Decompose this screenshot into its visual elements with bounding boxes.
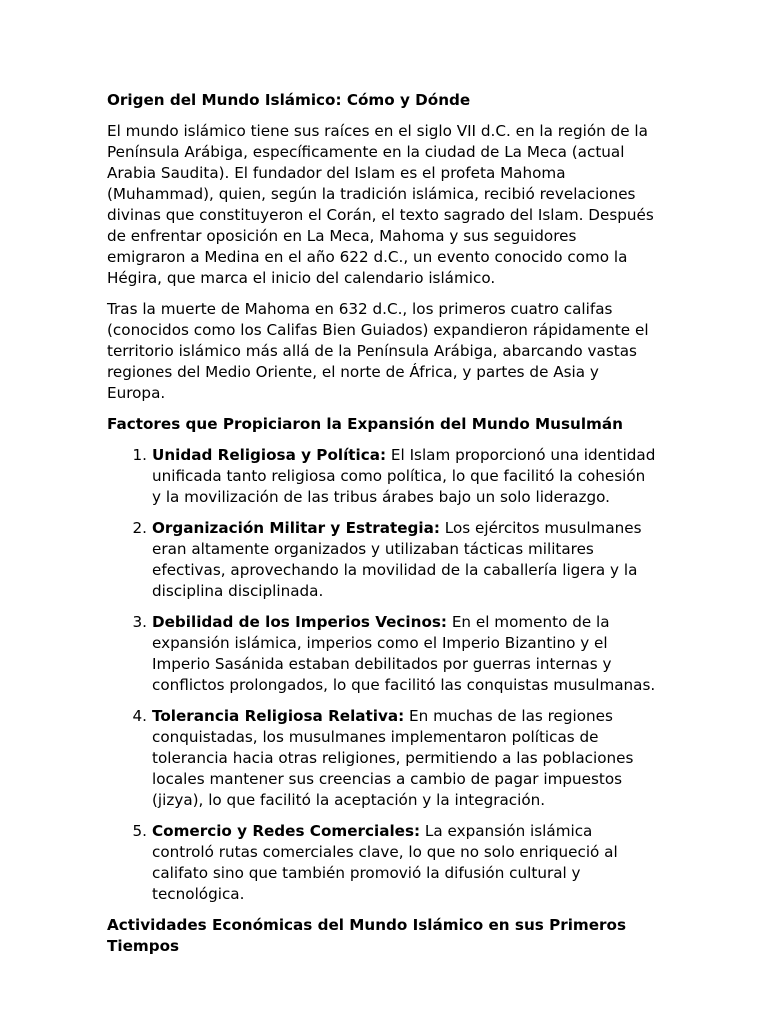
list-item-number: 3.: [132, 613, 147, 631]
section-title-economy: Actividades Económicas del Mundo Islámico en sus Primeros Tiempos: [107, 916, 627, 955]
list-item-term: Comercio y Redes Comerciales:: [152, 822, 421, 840]
list-item-term: Organización Militar y Estrategia:: [152, 519, 440, 537]
section-title-factors: Factores que Propiciaron la Expansión del Mundo Musulmán: [107, 415, 623, 433]
list-item-text: El Islam proporcionó una identidad unificada tanto religiosa como política, lo que facilitó la cohesión y la movilización de las tribus árabes bajo un solo liderazgo.: [152, 446, 656, 506]
section-title-origin: Origen del Mundo Islámico: Cómo y Dónde: [107, 91, 471, 109]
list-item-text: En el momento de la expansión islámica, imperios como el Imperio Bizantino y el Imperio Sasánida estaban debilitados por guerras internas y conflictos prolongados, lo que facilitó las conquistas musulmanas.: [152, 613, 656, 694]
factors-list: [107, 445, 659, 905]
list-item: [107, 445, 659, 508]
list-item-term: Tolerancia Religiosa Relativa:: [152, 707, 405, 725]
list-item: [107, 612, 659, 696]
list-item-text: La expansión islámica controló rutas comerciales clave, lo que no solo enriqueció al califato sino que también promovió la difusión cultural y tecnológica.: [152, 822, 618, 903]
list-item-text: Los ejércitos musulmanes eran altamente organizados y utilizaban tácticas militares efectivas, aprovechando la movilidad de la caballería ligera y la disciplina disciplinada.: [152, 519, 642, 600]
list-item: [107, 518, 659, 602]
paragraph-origin-2: Tras la muerte de Mahoma en 632 d.C., los primeros cuatro califas (conocidos como los Califas Bien Guiados) expandieron rápidamente el territorio islámico más allá de la Península Arábiga, abarcando vastas regiones del Medio Oriente, el norte de África, y partes de Asia y Europa.: [107, 300, 649, 402]
list-item-number: 2.: [132, 519, 147, 537]
list-item-term: Debilidad de los Imperios Vecinos:: [152, 613, 447, 631]
document-page: [107, 90, 659, 967]
list-item-number: 5.: [132, 822, 147, 840]
list-item-term: Unidad Religiosa y Política:: [152, 446, 387, 464]
paragraph-origin-1: El mundo islámico tiene sus raíces en el siglo VII d.C. en la región de la Península Arábiga, específicamente en la ciudad de La Meca (actual Arabia Saudita). El fundador del Islam es el profeta Mahoma (Muhammad), quien, según la tradición islámica, recibió revelaciones divinas que constituyeron el Corán, el texto sagrado del Islam. Después de enfrentar oposición en La Meca, Mahoma y sus seguidores emigraron a Medina en el año 622 d.C., un evento conocido como la Hégira, que marca el inicio del calendario islámico.: [107, 122, 654, 287]
list-item-number: 1.: [132, 446, 147, 464]
list-item: [107, 821, 659, 905]
list-item-text: En muchas de las regiones conquistadas, los musulmanes implementaron políticas de tolerancia hacia otras religiones, permitiendo a las poblaciones locales mantener sus creencias a cambio de pagar impuestos (jizya), lo que facilitó la aceptación y la integración.: [152, 707, 634, 809]
list-item: [107, 706, 659, 811]
list-item-number: 4.: [132, 707, 147, 725]
